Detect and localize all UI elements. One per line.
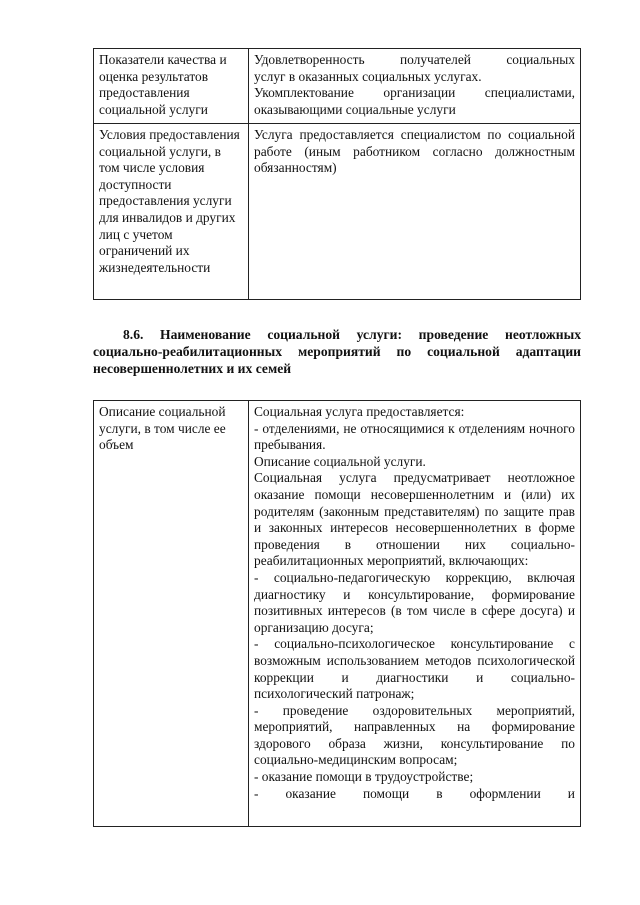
- word: -: [254, 785, 259, 801]
- table-row: [94, 49, 581, 124]
- section-heading: 8.6. Наименование социальной услуги: проведение неотложных социально-реабилитационных мероприятий по социальной адаптации несовершеннолетних и их семей: [93, 327, 581, 376]
- text-line: Укомплектование организации специалистами,: [254, 85, 575, 101]
- paragraph: - проведение оздоровительных мероприятий, мероприятий, направленных на формирование здорового образа жизни, консультирование по социально-медицинским вопросам;: [254, 702, 575, 768]
- paragraph: Социальная услуга предоставляется:: [254, 404, 465, 419]
- word: оказание: [285, 785, 336, 801]
- paragraph: - отделениями, не относящимися к отделениям ночного пребывания.: [254, 420, 575, 453]
- word: и: [567, 785, 575, 801]
- quality-indicators-label: Показатели качества и оценка результатов предоставления социальной услуги: [94, 49, 249, 124]
- paragraph: Социальная услуга предусматривает неотложное оказание помощи несовершеннолетним и (или) их родителям (законным представителям) по защите прав и законных интересов несовершеннолетних в форме проведения в отношении них социально-реабилитационных мероприятий, включающих:: [254, 470, 575, 569]
- service-description-table: [93, 400, 581, 827]
- quality-conditions-table: [93, 48, 581, 300]
- paragraph: - оказание помощи в трудоустройстве;: [254, 769, 474, 785]
- service-description-label: Описание социальной услуги, в том числе ее объем: [94, 401, 249, 827]
- table-row: [94, 124, 581, 300]
- text-line: оказывающими социальные услуги: [254, 101, 456, 117]
- service-description-value: [249, 401, 581, 827]
- paragraph-last-line: [254, 786, 575, 803]
- paragraph: - социально-педагогическую коррекцию, включая диагностику и консультирование, формирование позитивных интересов (в том числе в сфере досуга) и организацию досуга;: [254, 569, 575, 635]
- word: в: [436, 785, 443, 801]
- quality-indicators-value: [249, 49, 581, 124]
- paragraph: - социально-психологическое консультирование с возможным использованием методов психологической коррекции и диагностики и социально-психологический патронаж;: [254, 636, 575, 702]
- table-row: [94, 401, 581, 827]
- conditions-label: Условия предоставления социальной услуги, в том числе условия доступности предоставления услуги для инвалидов и других лиц с учетом ограничений их жизнедеятельности: [94, 124, 249, 300]
- text-line: Удовлетворенность получателей социальных: [254, 52, 575, 67]
- paragraph: Описание социальной услуги.: [254, 453, 426, 469]
- word: помощи: [362, 785, 410, 801]
- word: оформлении: [469, 785, 541, 801]
- conditions-value: Услуга предоставляется специалистом по социальной работе (иным работником согласно должностным обязанностям): [249, 124, 581, 300]
- text-line: услуг в оказанных социальных услугах.: [254, 68, 482, 84]
